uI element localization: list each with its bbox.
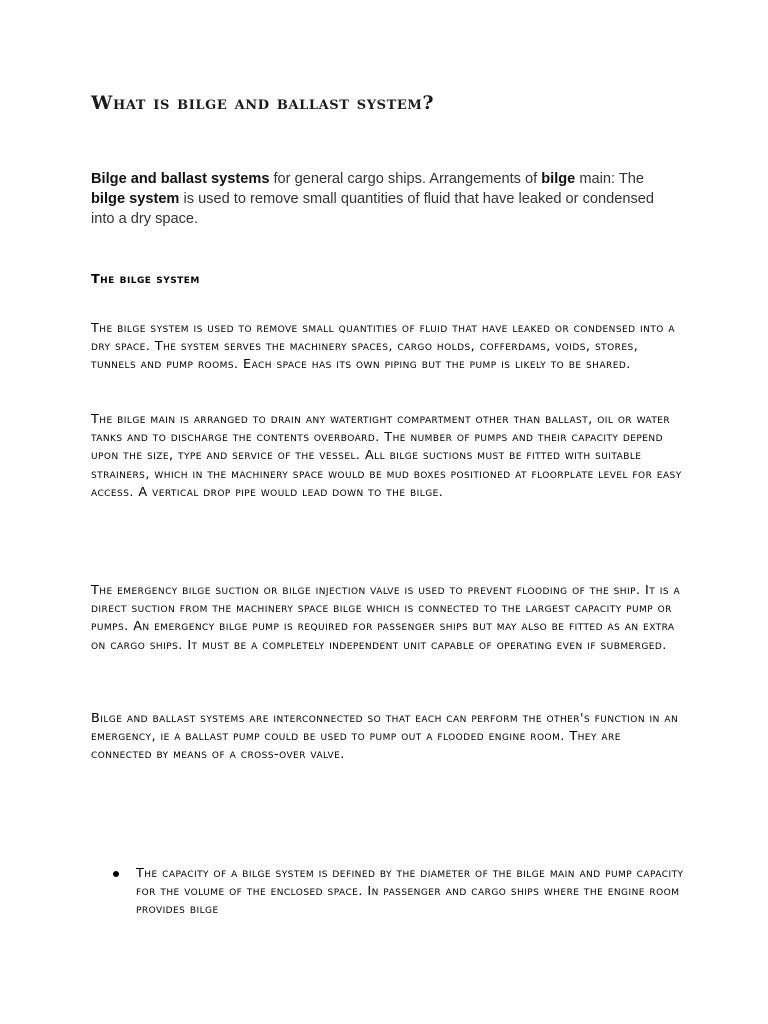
intro-bold-1: Bilge and ballast systems: [91, 171, 270, 187]
intro-bold-3: bilge system: [91, 191, 180, 207]
intro-text-1: for general cargo ships. Arrangements of: [269, 171, 542, 187]
bullet-list: [91, 865, 686, 920]
body-paragraph: The bilge system is used to remove small quantities of fluid that have leaked or condensed into a dry space. The system serves the machinery spaces, cargo holds, cofferdams, voids, stores, tunnels and pump rooms. Each space has its own piping but the pump is likely to be shared.: [91, 321, 675, 373]
bullet-icon: [113, 871, 119, 877]
intro-bold-2: bilge: [541, 171, 576, 187]
body-paragraph: The emergency bilge suction or bilge injection valve is used to prevent flooding of the ship. It is a direct suction from the machinery space bilge which is connected to the largest capacity pump or pumps. An emergency bilge pump is required for passenger ships but may also be fitted as an extra on cargo ships. It must be a completely independent unit capable of operating even if submerged.: [91, 583, 681, 653]
body-paragraph: The bilge main is arranged to drain any watertight compartment other than ballast, oil or water tanks and to discharge the contents overboard. The number of pumps and their capacity depend upon the size, type and service of the vessel. All bilge suctions must be fitted with suitable strainers, which in the machinery space would be mud boxes positioned at floorplate level for easy access. A vertical drop pipe would lead down to the bilge.: [91, 412, 682, 500]
intro-text-2: main: The: [575, 171, 644, 187]
section-heading: The bilge system: [91, 272, 200, 287]
body-paragraph: Bilge and ballast systems are interconnected so that each can perform the other's function in an emergency, ie a ballast pump could be used to pump out a flooded engine room. They are connected by means of a cross-over valve.: [91, 711, 679, 763]
list-item-text: The capacity of a bilge system is defined by the diameter of the bilge main and pump capacity for the volume of the enclosed space. In passenger and cargo ships where the engine room provides bilge: [136, 866, 684, 918]
intro-paragraph: [91, 169, 671, 229]
list-item: [91, 865, 686, 920]
intro-text-3: is used to remove small quantities of fluid that have leaked or condensed into a dry space.: [91, 191, 654, 227]
page-title: What is bilge and ballast system?: [91, 92, 435, 114]
